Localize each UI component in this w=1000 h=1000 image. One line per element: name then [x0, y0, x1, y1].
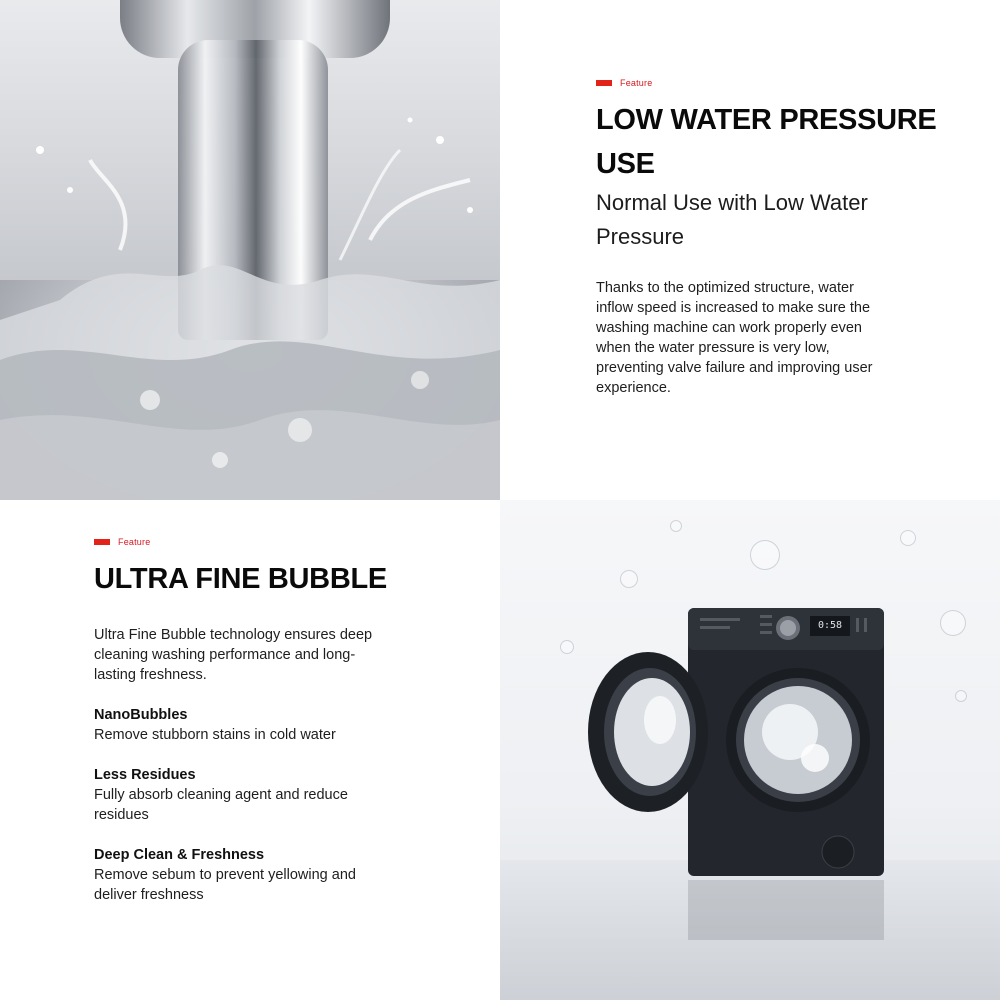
item-title: Less Residues	[94, 767, 196, 783]
section-title	[596, 98, 966, 186]
feature-tag	[94, 537, 454, 547]
washer-icon	[500, 500, 1000, 1000]
feature-item-less-residues	[94, 765, 454, 825]
item-title: NanoBubbles	[94, 707, 188, 723]
body-line: experience.	[596, 380, 671, 396]
item-line: Remove stubborn stains in cold water	[94, 727, 336, 743]
intro-line: lasting freshness.	[94, 667, 207, 683]
washing-machine-image	[500, 500, 1000, 1000]
water-splash-icon	[0, 0, 500, 500]
title-line: LOW WATER PRESSURE	[596, 104, 937, 136]
item-line: Fully absorb cleaning agent and reduce	[94, 787, 348, 803]
ultra-fine-bubble-section	[0, 500, 500, 1000]
body-line: Thanks to the optimized structure, water	[596, 280, 854, 296]
tag-bar-icon	[94, 539, 110, 545]
low-water-pressure-section	[500, 0, 1000, 500]
subtitle-line: Pressure	[596, 224, 685, 249]
intro-line: cleaning washing performance and long-	[94, 647, 356, 663]
body-line: washing machine can work properly even	[596, 320, 862, 336]
item-line: Remove sebum to prevent yellowing and	[94, 867, 356, 883]
tag-bar-icon	[596, 80, 612, 86]
section-intro	[94, 625, 414, 685]
washer-display: 0:58	[817, 620, 843, 631]
section-title: ULTRA FINE BUBBLE	[94, 563, 387, 595]
item-line: residues	[94, 807, 149, 823]
feature-tag-label: Feature	[118, 537, 151, 547]
section-subtitle	[596, 186, 966, 254]
feature-tag-label: Feature	[620, 78, 653, 88]
feature-item-nanobubbles	[94, 705, 454, 745]
body-line: inflow speed is increased to make sure the	[596, 300, 871, 316]
body-line: preventing valve failure and improving user	[596, 360, 873, 376]
water-faucet-image	[0, 0, 500, 500]
item-title: Deep Clean & Freshness	[94, 847, 265, 863]
feature-tag	[596, 78, 966, 88]
section-body	[596, 278, 916, 398]
subtitle-line: Normal Use with Low Water	[596, 190, 868, 215]
feature-item-deep-clean	[94, 845, 454, 905]
body-line: when the water pressure is very low,	[596, 340, 830, 356]
title-line: USE	[596, 148, 655, 180]
item-line: deliver freshness	[94, 887, 204, 903]
intro-line: Ultra Fine Bubble technology ensures deep	[94, 627, 373, 643]
